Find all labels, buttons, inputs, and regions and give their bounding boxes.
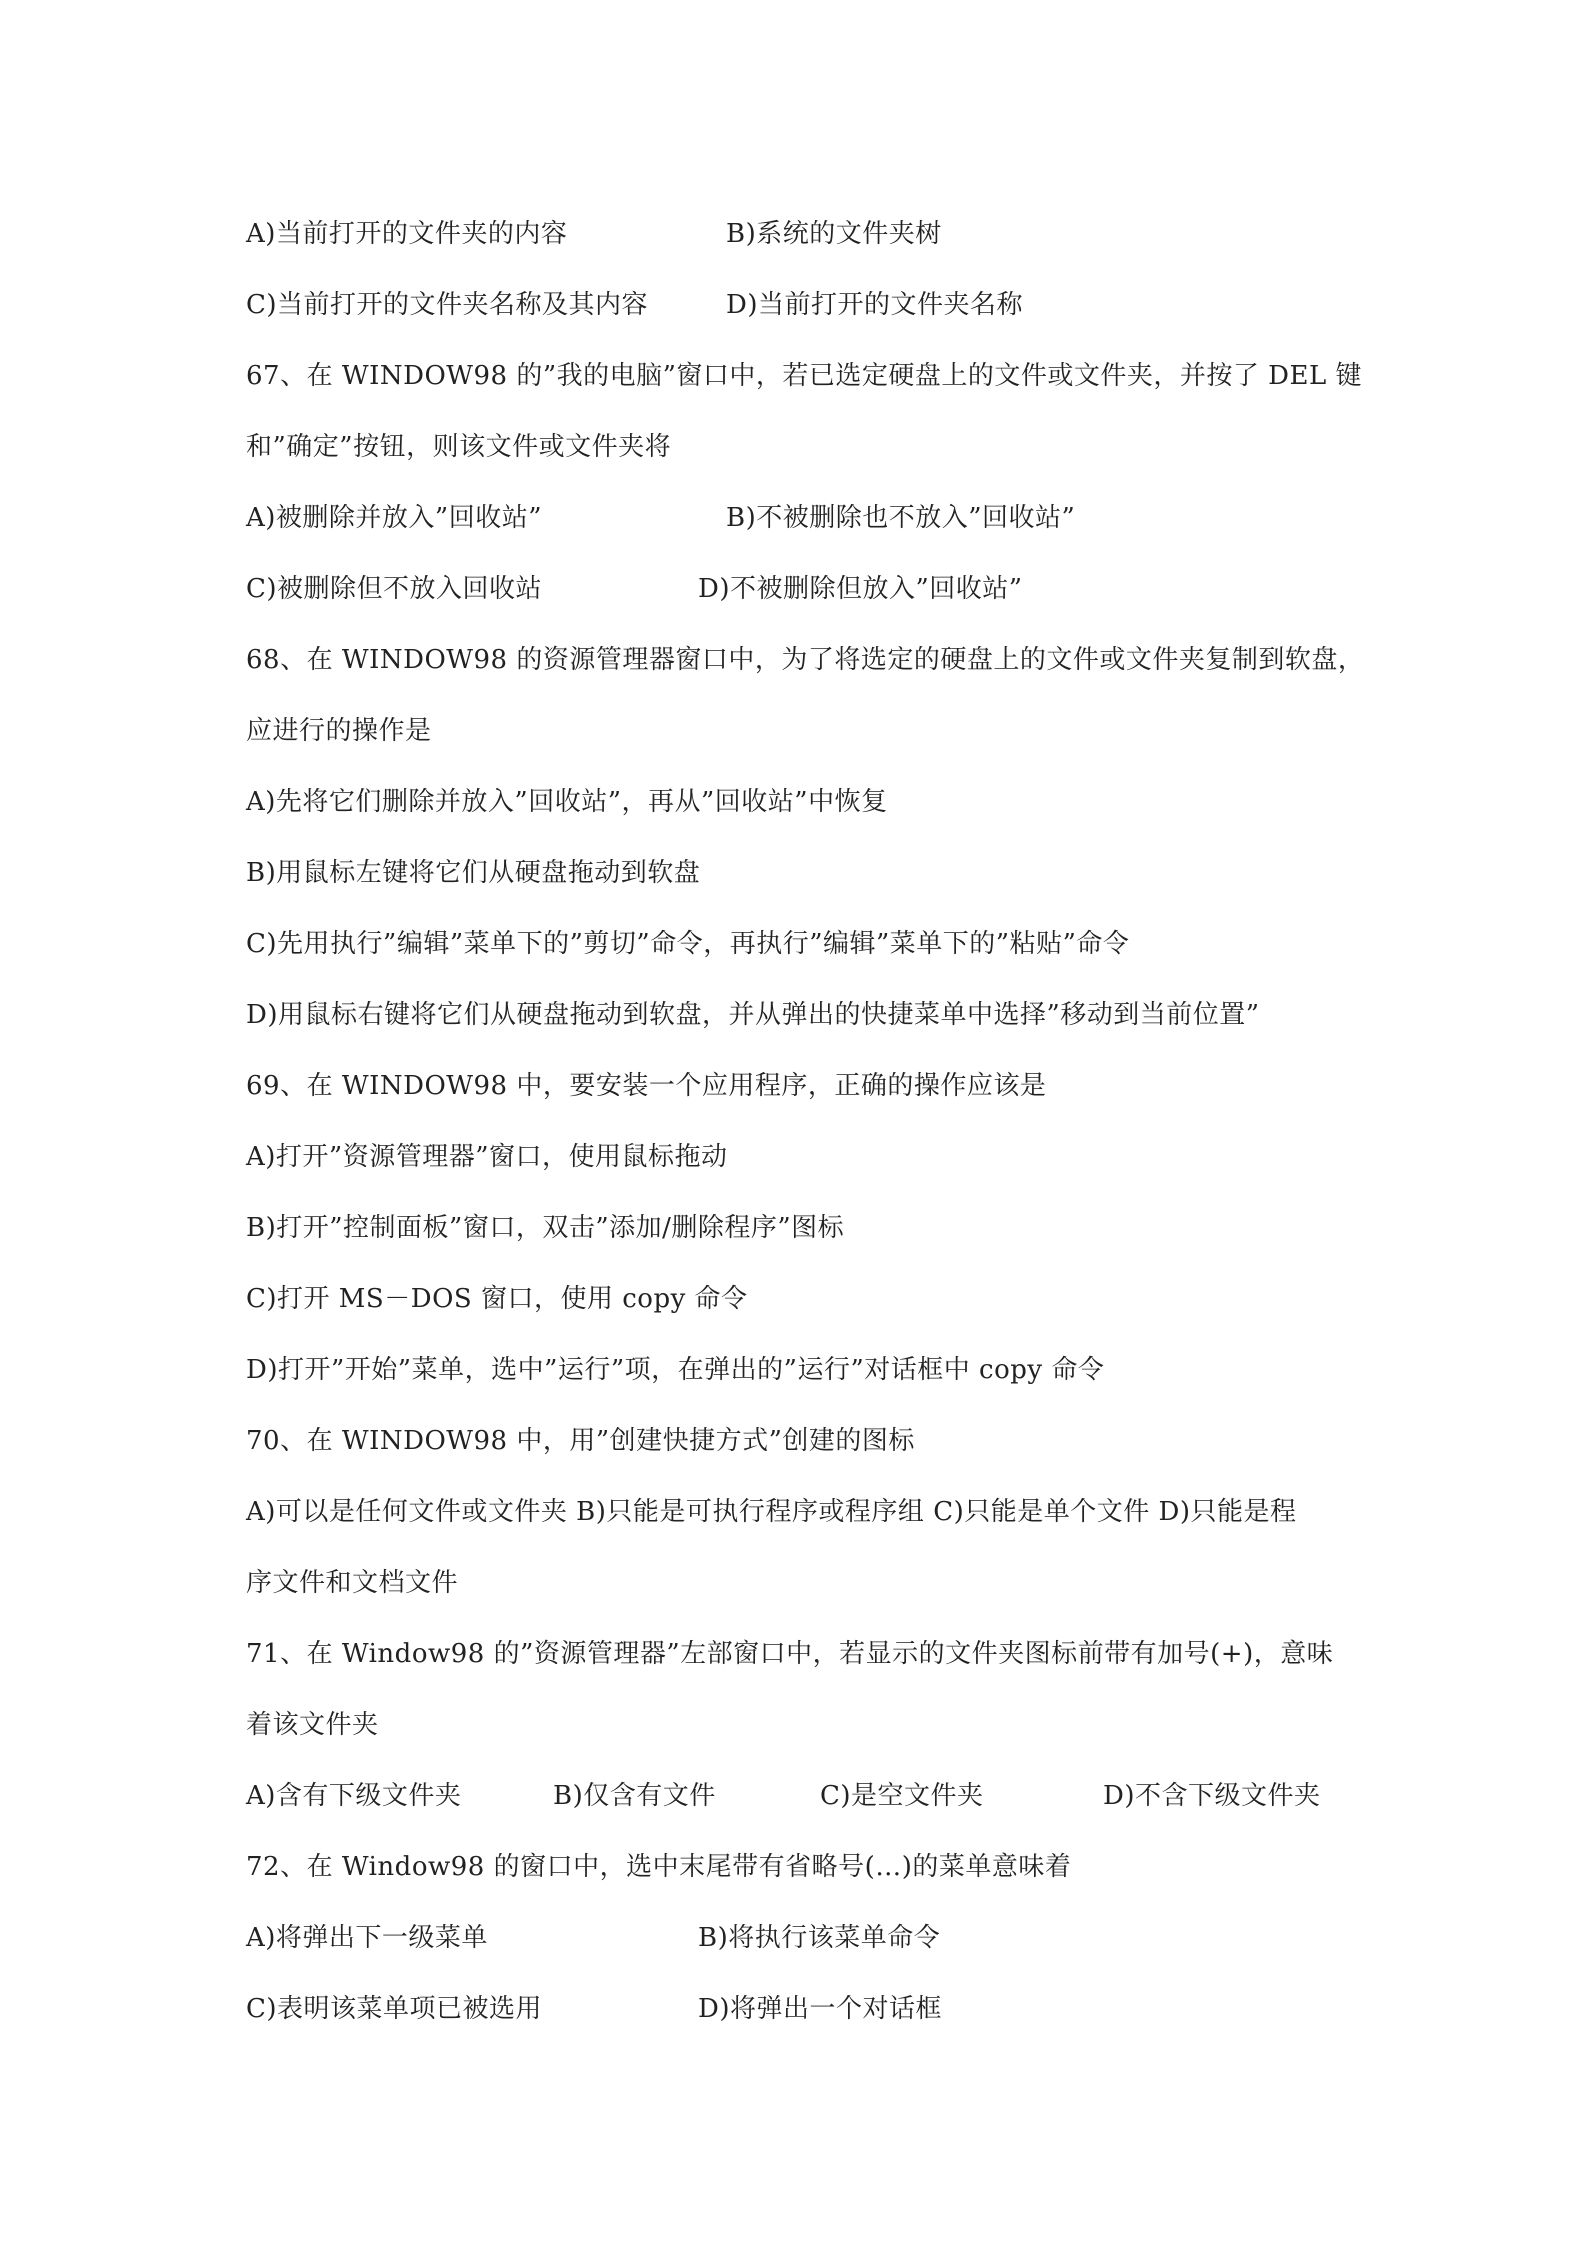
q66-option-b: B)系统的文件夹树 (726, 219, 942, 249)
q68-option-b: B)用鼠标左键将它们从硬盘拖动到软盘 (246, 858, 701, 888)
q66-option-d: D)当前打开的文件夹名称 (726, 290, 1023, 320)
q67-option-c: C)被删除但不放入回收站 (246, 574, 543, 604)
q72-stem-line1: 72、在 Window98 的窗口中，选中末尾带有省略号(…)的菜单意味着 (246, 1852, 1072, 1882)
q71-option-a: A)含有下级文件夹 (246, 1781, 462, 1811)
q71-stem-line1: 71、在 Window98 的”资源管理器”左部窗口中，若显示的文件夹图标前带有加号(+)，意味 (246, 1639, 1334, 1669)
q69-option-d: D)打开”开始”菜单，选中”运行”项，在弹出的”运行”对话框中 copy 命令 (246, 1355, 1105, 1385)
q69-option-c: C)打开 MS－DOS 窗口，使用 copy 命令 (246, 1284, 748, 1314)
q67-option-a: A)被删除并放入”回收站” (246, 503, 543, 533)
q67-stem-line2: 和”确定”按钮，则该文件或文件夹将 (246, 432, 672, 462)
q68-stem-line2: 应进行的操作是 (246, 716, 432, 746)
q69-option-a: A)打开”资源管理器”窗口，使用鼠标拖动 (246, 1142, 728, 1172)
q72-option-b: B)将执行该菜单命令 (698, 1923, 941, 1953)
q68-option-a: A)先将它们删除并放入”回收站”，再从”回收站”中恢复 (246, 787, 888, 817)
q68-option-c: C)先用执行”编辑”菜单下的”剪切”命令，再执行”编辑”菜单下的”粘贴”命令 (246, 929, 1130, 959)
q70-stem-line1: 70、在 WINDOW98 中，用”创建快捷方式”创建的图标 (246, 1426, 915, 1456)
q68-option-d: D)用鼠标右键将它们从硬盘拖动到软盘，并从弹出的快捷菜单中选择”移动到当前位置” (246, 1000, 1260, 1030)
q71-option-d: D)不含下级文件夹 (1103, 1781, 1321, 1811)
q71-option-b: B)仅含有文件 (553, 1781, 716, 1811)
q67-option-b: B)不被删除也不放入”回收站” (726, 503, 1076, 533)
q69-option-b: B)打开”控制面板”窗口，双击”添加/删除程序”图标 (246, 1213, 845, 1243)
q71-option-c: C)是空文件夹 (820, 1781, 984, 1811)
q72-option-c: C)表明该菜单项已被选用 (246, 1994, 543, 2024)
q71-stem-line2: 着该文件夹 (246, 1710, 379, 1740)
q72-option-d: D)将弹出一个对话框 (698, 1994, 942, 2024)
q68-stem-line1: 68、在 WINDOW98 的资源管理器窗口中，为了将选定的硬盘上的文件或文件夹复制到软盘， (246, 645, 1365, 675)
q66-option-a: A)当前打开的文件夹的内容 (246, 219, 568, 249)
q67-stem-line1: 67、在 WINDOW98 的”我的电脑”窗口中，若已选定硬盘上的文件或文件夹，并按了 DEL 键 (246, 361, 1363, 391)
q72-option-a: A)将弹出下一级菜单 (246, 1923, 488, 1953)
q70-options-line: A)可以是任何文件或文件夹 B)只能是可执行程序或程序组 C)只能是单个文件 D)只能是程 (246, 1497, 1297, 1527)
q66-option-c: C)当前打开的文件夹名称及其内容 (246, 290, 649, 320)
q70-options-line-cont: 序文件和文档文件 (246, 1568, 459, 1598)
q67-option-d: D)不被删除但放入”回收站” (698, 574, 1023, 604)
q69-stem-line1: 69、在 WINDOW98 中，要安装一个应用程序，正确的操作应该是 (246, 1071, 1047, 1101)
